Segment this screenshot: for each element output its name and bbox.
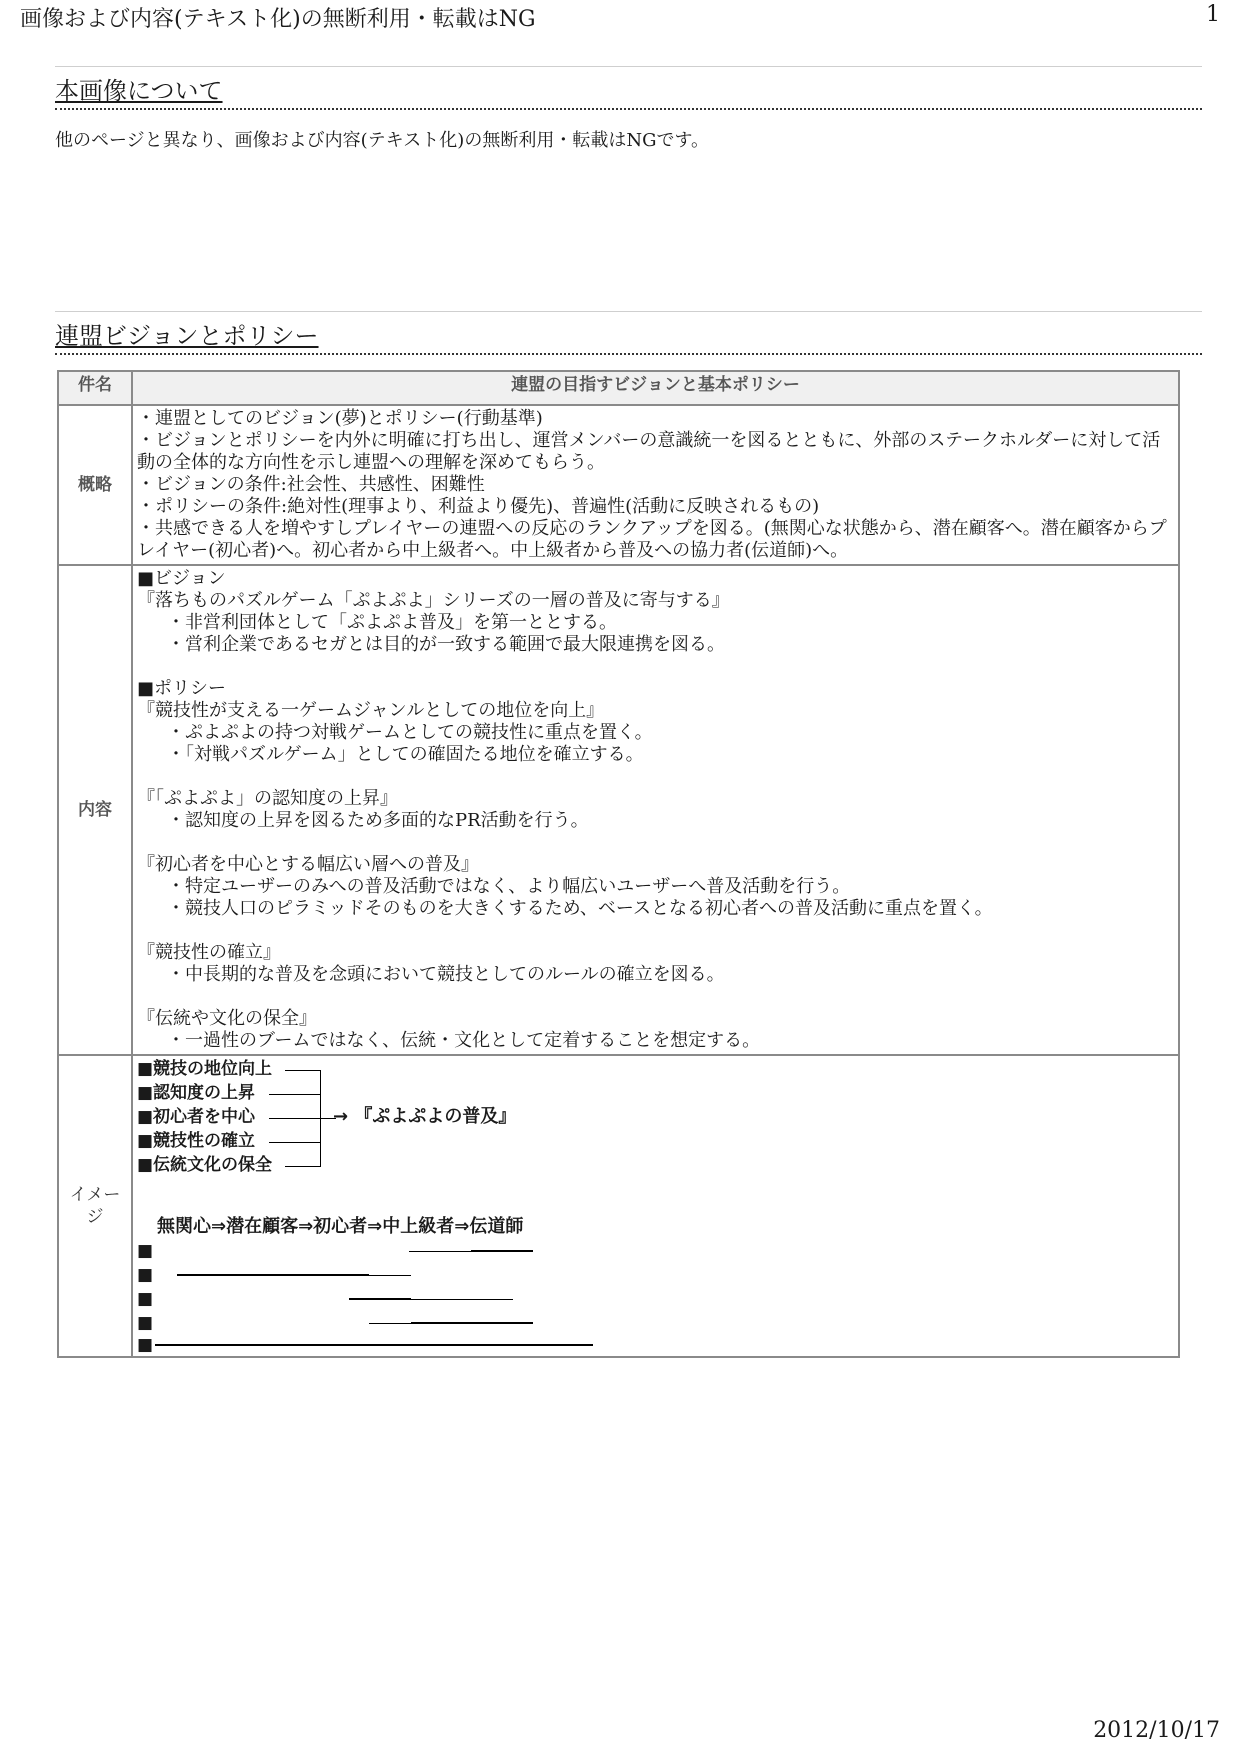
- bracket-line: [285, 1166, 320, 1167]
- policy-title: 『競技性の確立』: [137, 942, 281, 963]
- overview-label: 概略: [58, 405, 132, 565]
- page-header-title: 画像および内容(テキスト化)の無断利用・転載はNG: [20, 7, 536, 32]
- overview-body: [132, 405, 1179, 565]
- funnel-bar-row: [137, 1288, 153, 1310]
- policy-item: ・競技人口のピラミッドそのものを大きくするため、ベースとなる初心者への普及活動に重点を置く。: [167, 898, 993, 919]
- diagram-item: ■認知度の上昇: [137, 1083, 256, 1103]
- overview-row: [58, 405, 1179, 565]
- policy-item: ・一過性のブームではなく、伝統・文化として定着することを想定する。: [167, 1030, 761, 1051]
- head-value-cell: 連盟の目指すビジョンと基本ポリシー: [132, 371, 1179, 405]
- bar-segment: [349, 1298, 411, 1300]
- bracket-vertical: [320, 1070, 321, 1167]
- policy-title: 『伝統や文化の保全』: [137, 1008, 317, 1029]
- intro-text: 他のページと異なり、画像および内容(テキスト化)の無断利用・転載はNGです。: [55, 130, 710, 151]
- overview-line: ・連盟としてのビジョン(夢)とポリシー(行動基準): [137, 408, 543, 429]
- bar-segment: [411, 1322, 533, 1324]
- image-label: イメージ: [58, 1055, 132, 1357]
- page-number: 1: [1206, 2, 1220, 27]
- vision-heading: ■ビジョン: [137, 568, 226, 589]
- policy-item: ・中長期的な普及を念頭において競技としてのルールの確立を図る。: [167, 964, 725, 985]
- funnel-bar-row: [137, 1264, 153, 1286]
- bar-marker-icon: ■: [137, 1265, 154, 1285]
- policy-item: ・認知度の上昇を図るため多面的なPR活動を行う。: [167, 810, 589, 831]
- table-head-row: [58, 371, 1179, 405]
- overview-line: ・共感できる人を増やすしプレイヤーの連盟への反応のランクアップを図る。(無関心な状態から、潜在顧客へ。潜在顧客からプレイヤー(初心者)へ。初心者から中上級者へ。中上級者から普及への協力者(伝道師)へ。: [137, 518, 1167, 561]
- stage-labels: 無関心⇒潜在顧客⇒初心者⇒中上級者⇒伝道師: [157, 1216, 524, 1237]
- bar-segment: [177, 1274, 369, 1276]
- funnel-bar-row: [137, 1312, 153, 1334]
- section-title-vision-policy: 連盟ビジョンとポリシー: [55, 311, 1202, 355]
- overview-line: ・ビジョンとポリシーを内外に明確に打ち出し、運営メンバーの意識統一を図るとともに、外部のステークホルダーに対して活動の全体的な方向性を示し連盟への理解を深めてもらう。: [137, 430, 1161, 473]
- overview-line: ・ポリシーの条件:絶対性(理事より、利益より優先)、普遍性(活動に反映されるもの): [137, 496, 820, 517]
- policy-item: ・特定ユーザーのみへの普及活動ではなく、より幅広いユーザーへ普及活動を行う。: [167, 876, 851, 897]
- diagram-item: ■伝統文化の保全: [137, 1155, 273, 1175]
- diagram-item: ■初心者を中心: [137, 1107, 256, 1127]
- content-body: [132, 565, 1179, 1055]
- content-row: [58, 565, 1179, 1055]
- overview-line: ・ビジョンの条件:社会性、共感性、困難性: [137, 474, 485, 495]
- diagram-arrow-target: → 『ぷよぷよの普及』: [333, 1106, 517, 1127]
- funnel-bar-row: [137, 1334, 153, 1356]
- bar-segment: [369, 1323, 411, 1324]
- bracket-line: [269, 1094, 320, 1095]
- policy-item: ・「対戦パズルゲーム」としての確固たる地位を確立する。: [167, 744, 644, 765]
- bar-segment: [155, 1344, 593, 1346]
- diagram-item: ■競技性の確立: [137, 1131, 256, 1151]
- bar-marker-icon: ■: [137, 1335, 154, 1355]
- vision-item: ・営利企業であるセガとは目的が一致する範囲で最大限連携を図る。: [167, 634, 725, 655]
- bracket-line: [269, 1118, 336, 1119]
- bar-marker-icon: ■: [137, 1289, 154, 1309]
- image-diagram: [132, 1055, 1179, 1357]
- bracket-line: [285, 1070, 320, 1071]
- bar-segment: [471, 1250, 533, 1252]
- vision-title: 『落ちものパズルゲーム「ぷよぷよ」シリーズの一層の普及に寄与する』: [137, 590, 730, 611]
- footer-date: 2012/10/17: [1093, 1718, 1220, 1743]
- image-row: [58, 1055, 1179, 1357]
- funnel-bar-row: [137, 1240, 153, 1262]
- content-label: 内容: [58, 565, 132, 1055]
- diagram-item: ■競技の地位向上: [137, 1059, 273, 1079]
- policy-title: 『初心者を中心とする幅広い層への普及』: [137, 854, 479, 875]
- bar-marker-icon: ■: [137, 1313, 154, 1333]
- policy-title: 『「ぷよぷよ」の認知度の上昇』: [137, 788, 398, 809]
- vision-policy-table: [57, 370, 1180, 1358]
- policy-heading: ■ポリシー: [137, 678, 227, 699]
- policy-item: ・ぷよぷよの持つ対戦ゲームとしての競技性に重点を置く。: [167, 722, 653, 743]
- policy-title: 『競技性が支える一ゲームジャンルとしての地位を向上』: [137, 700, 605, 721]
- bar-marker-icon: ■: [137, 1241, 154, 1261]
- bar-segment: [369, 1275, 411, 1276]
- head-label-cell: 件名: [58, 371, 132, 405]
- section-title-about: 本画像について: [55, 66, 1202, 110]
- vision-item: ・非営利団体として「ぷよぷよ普及」を第一ととする。: [167, 612, 617, 633]
- bar-segment: [411, 1299, 513, 1300]
- bar-segment: [409, 1251, 471, 1252]
- bracket-line: [269, 1142, 320, 1143]
